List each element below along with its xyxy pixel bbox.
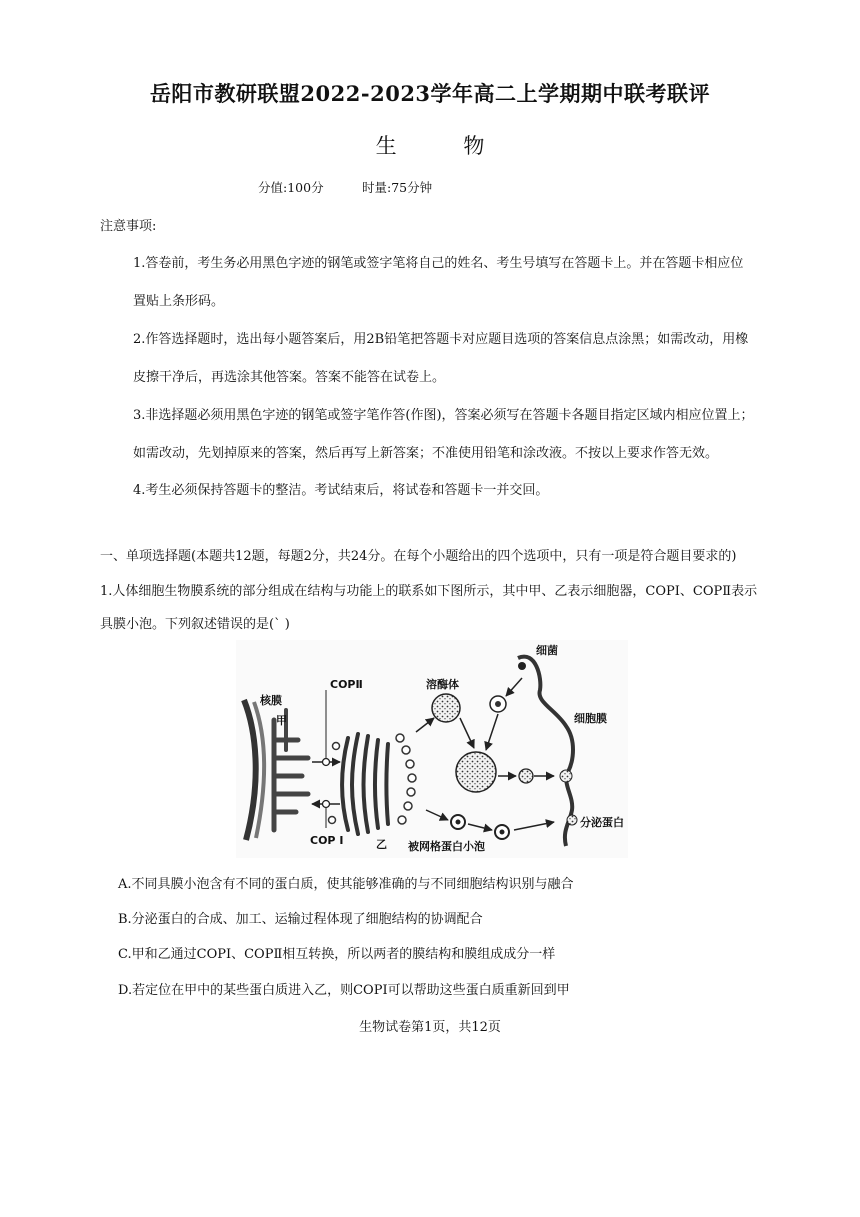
score-info: 分值:100分 (258, 180, 324, 195)
lysosome (432, 694, 460, 722)
label-copi: COP Ⅰ (310, 834, 344, 847)
notes-heading: 注意事项: (100, 219, 157, 234)
time-info: 时量:75分钟 (362, 180, 433, 195)
label-copii: COPⅡ (330, 678, 363, 691)
label-yi: 乙 (376, 838, 387, 851)
large-vesicle (456, 752, 496, 792)
page-footer: 生物试卷第1页，共12页 (359, 1020, 501, 1035)
option-b: B.分泌蛋白的合成、加工、运输过程体现了细胞结构的协调配合 (118, 912, 483, 927)
label-secreted-protein: 分泌蛋白 (580, 816, 624, 829)
note-1-line-1: 1.答卷前，考生务必用黑色字迹的钢笔或签字笔将自己的姓名、考生号填写在答题卡上。并在答题卡相应位 (133, 256, 744, 271)
label-jia: 甲 (276, 714, 287, 727)
note-4-line-1: 4.考生必须保持答题卡的整洁。考试结束后，将试卷和答题卡一并交回。 (133, 483, 549, 498)
option-c: C.甲和乙通过COPⅠ、COPⅡ相互转换，所以两者的膜结构和膜组成成分一样 (118, 947, 556, 962)
note-3-line-1: 3.非选择题必须用黑色字迹的钢笔或签字笔作答(作图)，答案必须写在答题卡各题目指定区域内相应位置上； (133, 408, 754, 423)
label-nuclear-membrane: 核膜 (260, 694, 282, 707)
exam-title: 岳阳市教研联盟2022-2023学年高二上学期期中联考联评 (149, 81, 711, 106)
label-bacteria: 细菌 (536, 644, 558, 657)
label-coated-vesicle: 被网格蛋白小泡 (408, 840, 485, 853)
subject-title: 生 物 (375, 134, 515, 158)
label-lysosome: 溶酶体 (426, 678, 459, 691)
bacterium (518, 662, 526, 670)
note-2-line-2: 皮擦干净后，再选涂其他答案。答案不能答在试卷上。 (133, 370, 446, 385)
note-1-line-2: 置贴上条形码。 (133, 294, 225, 309)
note-3-line-2: 如需改动，先划掉原来的答案，然后再写上新答案；不准使用铅笔和涂改液。不按以上要求作答无效。 (133, 446, 719, 461)
note-2-line-1: 2.作答选择题时，选出每小题答案后，用2B铅笔把答题卡对应题目选项的答案信息点涂黑；如需改动，用橡 (133, 332, 749, 347)
cell-membrane-system-figure (236, 640, 628, 858)
label-cell-membrane: 细胞膜 (574, 712, 607, 725)
option-d: D.若定位在甲中的某些蛋白质进入乙，则COPI可以帮助这些蛋白质重新回到甲 (118, 983, 570, 998)
option-a: A.不同具膜小泡含有不同的蛋白质，使其能够准确的与不同细胞结构识别与融合 (118, 877, 574, 892)
question-1-stem-line-1: 1.人体细胞生物膜系统的部分组成在结构与功能上的联系如下图所示，其中甲、乙表示细胞器，COPI、COPⅡ表示 (100, 584, 758, 599)
question-1-stem-line-2: 具膜小泡。下列叙述错误的是(` ) (100, 617, 290, 632)
section-1-heading: 一、单项选择题(本题共12题，每题2分，共24分。在每个小题给出的四个选项中，只有一项是符合题目要求的) (100, 549, 737, 564)
